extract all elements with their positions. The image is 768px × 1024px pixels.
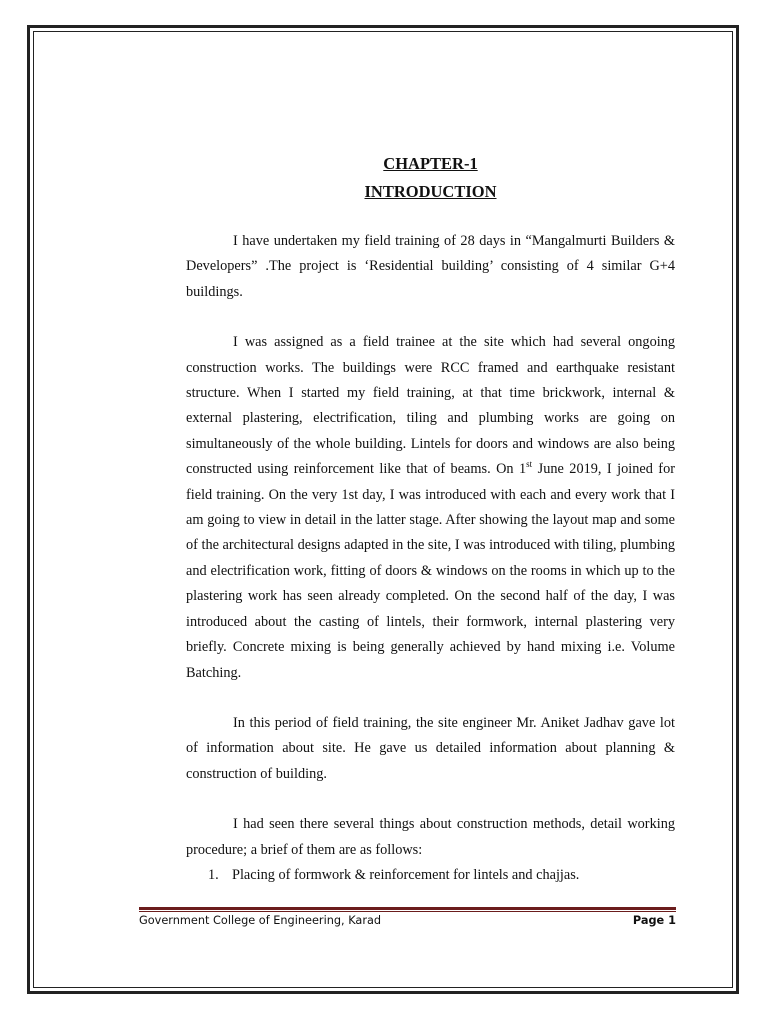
chapter-number: CHAPTER-1 — [383, 154, 478, 173]
footer-rule-thick — [139, 907, 676, 910]
list-item — [186, 863, 675, 888]
paragraph-2-part-b: June 2019, I joined for field training. On the very 1st day, I was introduced with each and every work that I am going to view in detail in the latter stage. After showing the layout map and some of the architectural designs adapted in the site, I was introduced with tiling, plumbing and electrification work, fitting of doors & windows on the rooms in which up to the plastering work has seen already completed. On the second half of the day, I was introduced about the casting of lintels, their formwork, internal plastering very briefly. Concrete mixing is being generally achieved by hand mixing i.e. Volume Batching. — [186, 461, 675, 681]
paragraph-1: I have undertaken my field training of 28 days in “Mangalmurti Builders & Developers” .The project is ‘Residential building’ consisting of 4 similar G+4 buildings. — [186, 233, 675, 300]
document-body — [186, 152, 675, 888]
paragraph-3: In this period of field training, the site engineer Mr. Aniket Jadhav gave lot of information about site. He gave us detailed information about planning & construction of building. — [186, 714, 675, 782]
footer-page-number: Page 1 — [632, 914, 676, 927]
paragraph-2 — [186, 330, 675, 686]
list-item-text: Placing of formwork & reinforcement for lintels and chajjas. — [232, 866, 580, 883]
paragraph-4: I had seen there several things about construction methods, detail working procedure; a brief of them are as follows: — [186, 816, 675, 858]
list-item-number: 1. — [208, 866, 219, 883]
page-footer — [139, 914, 676, 927]
chapter-title: INTRODUCTION — [364, 182, 497, 201]
footer-institution: Government College of Engineering, Karad — [139, 914, 382, 927]
paragraph-2-superscript: st — [526, 459, 533, 470]
paragraph-2-part-a: I was assigned as a field trainee at the site which had several ongoing construction works. The buildings were RCC framed and earthquake resistant structure. When I started my field training, at that time brickwork, internal & external plastering, electrification, tiling and plumbing works are going on simultaneously of the whole building. Lintels for doors and windows are also being constructed using reinforcement like that of beams. On 1 — [186, 334, 675, 478]
footer-rule-thin — [139, 911, 676, 912]
